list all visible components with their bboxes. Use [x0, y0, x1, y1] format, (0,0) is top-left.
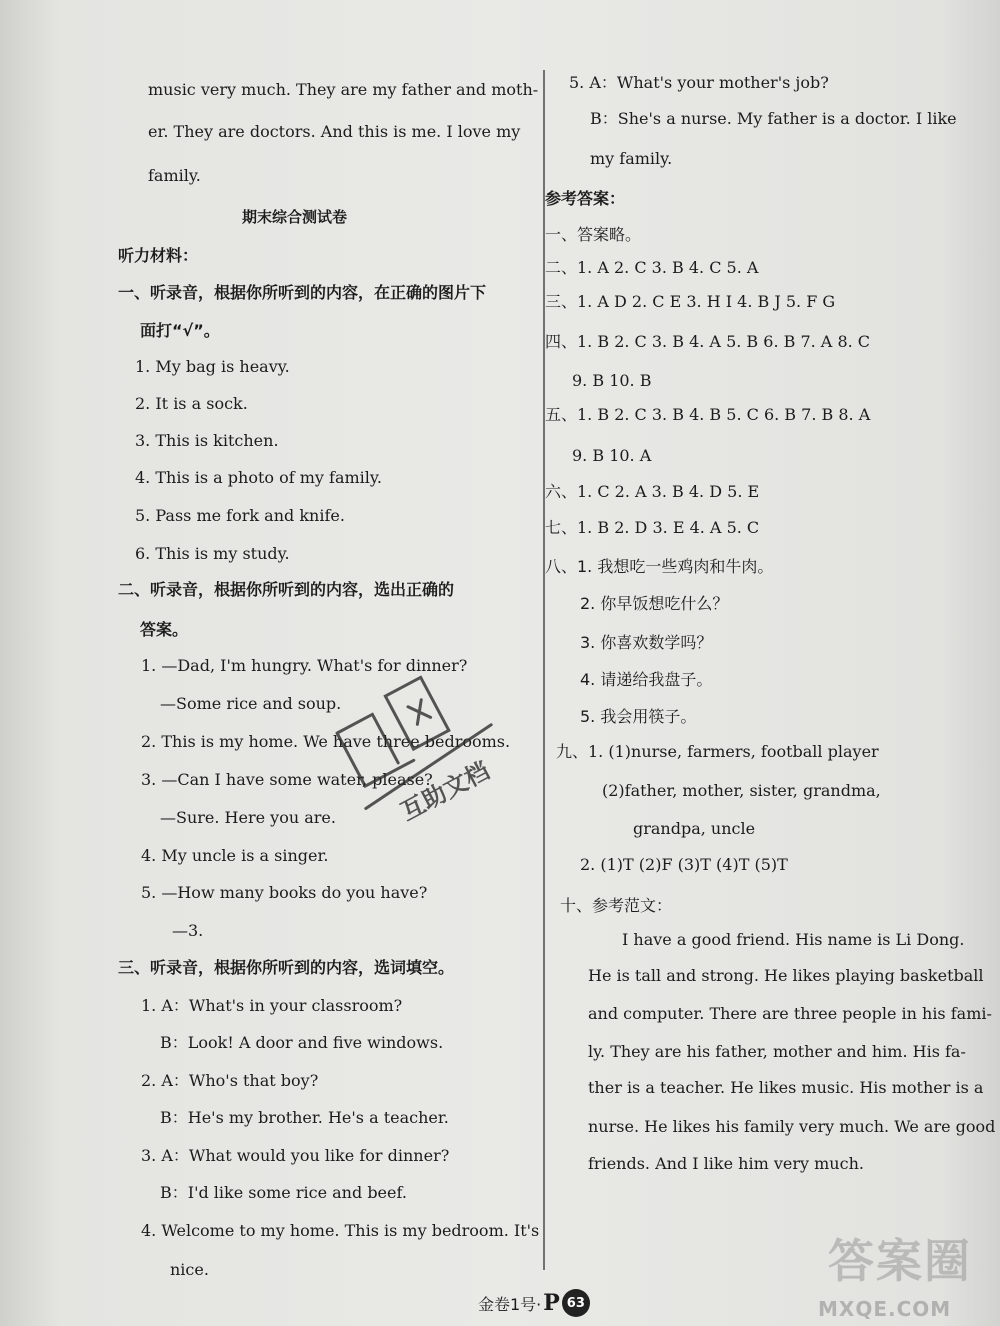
question-heading-cont: 答案。 — [140, 620, 189, 639]
text-line: 4. This is a photo of my family. — [135, 468, 382, 487]
footer-letter: P — [543, 1290, 560, 1316]
answer-line: grandpa, uncle — [633, 819, 756, 838]
text-line: —Some rice and soup. — [160, 694, 342, 713]
section-title: 期末综合测试卷 — [242, 208, 348, 226]
text-line: 3. —Can I have some water, please? — [141, 770, 433, 789]
footer-label: 金卷1号· — [478, 1294, 542, 1314]
essay-line: I have a good friend. His name is Li Dong. — [622, 930, 965, 949]
answer-line: 四、1. B 2. C 3. B 4. A 5. B 6. B 7. A 8. C — [545, 332, 871, 351]
text-line: nice. — [170, 1260, 209, 1279]
text-line: music very much. They are my father and moth- — [148, 80, 539, 99]
answer-line: 二、1. A 2. C 3. B 4. C 5. A — [545, 258, 759, 277]
question-heading: 二、听录音，根据你所听到的内容，选出正确的 — [118, 580, 455, 599]
answer-line: 五、1. B 2. C 3. B 4. B 5. C 6. B 7. B 8. A — [545, 405, 871, 424]
answer-line: 一、答案略。 — [545, 225, 642, 244]
essay-line: friends. And I like him very much. — [588, 1154, 864, 1173]
text-line: my family. — [590, 149, 673, 168]
answer-line: 九、1. (1)nurse, farmers, football player — [556, 742, 879, 761]
text-line: family. — [148, 166, 201, 185]
text-line: 3. A：What would you like for dinner? — [141, 1146, 450, 1165]
text-line: 4. My uncle is a singer. — [141, 846, 329, 865]
watermark-logo-text: 答案圈 — [828, 1234, 972, 1288]
text-line: 1. My bag is heavy. — [135, 357, 290, 376]
answer-line: 六、1. C 2. A 3. B 4. D 5. E — [545, 482, 760, 501]
watermark-url: MXQE.COM — [818, 1297, 952, 1321]
text-line: B：I'd like some rice and beef. — [160, 1183, 407, 1202]
answer-line: 9. B 10. A — [572, 446, 652, 465]
question-heading: 三、听录音，根据你所听到的内容，选词填空。 — [118, 958, 455, 977]
text-line: 5. Pass me fork and knife. — [135, 506, 345, 525]
text-line: —3. — [172, 921, 204, 940]
corner-watermark — [810, 1225, 995, 1325]
text-line: 2. This is my home. We have three bedrooms. — [141, 732, 511, 751]
answer-line: (2)father, mother, sister, grandma, — [602, 781, 881, 800]
stamp-text: 互助文档 — [396, 756, 494, 827]
answer-line: 4. 请递给我盘子。 — [580, 670, 713, 689]
column-divider — [543, 70, 545, 1270]
text-line: 6. This is my study. — [135, 544, 290, 563]
text-line: 2. A：Who's that boy? — [141, 1071, 319, 1090]
essay-line: He is tall and strong. He likes playing basketball — [588, 966, 984, 985]
answer-line: 3. 你喜欢数学吗？ — [580, 633, 713, 652]
text-line: 5. —How many books do you have? — [141, 883, 428, 902]
essay-line: and computer. There are three people in his fami- — [588, 1004, 992, 1023]
text-line: 1. —Dad, I'm hungry. What's for dinner? — [141, 656, 468, 675]
text-line: B：She's a nurse. My father is a doctor. I like — [590, 109, 957, 128]
answers-heading: 参考答案： — [545, 189, 626, 208]
page-number: 63 — [562, 1289, 590, 1317]
page-footer — [478, 1288, 590, 1318]
answer-line: 七、1. B 2. D 3. E 4. A 5. C — [545, 518, 760, 537]
text-line: 3. This is kitchen. — [135, 431, 279, 450]
answer-line: 八、1. 我想吃一些鸡肉和牛肉。 — [545, 557, 774, 576]
text-line: B：Look! A door and five windows. — [160, 1033, 444, 1052]
essay-heading: 十、参考范文： — [560, 896, 673, 915]
text-line: B：He's my brother. He's a teacher. — [160, 1108, 449, 1127]
essay-line: ly. They are his father, mother and him. His fa- — [588, 1042, 966, 1061]
answer-line: 2. 你早饭想吃什么？ — [580, 594, 729, 613]
question-heading: 一、听录音，根据你所听到的内容，在正确的图片下 — [118, 283, 487, 302]
answer-line: 三、1. A D 2. C E 3. H I 4. B J 5. F G — [545, 292, 836, 311]
text-line: 1. A：What's in your classroom? — [141, 996, 403, 1015]
text-line: er. They are doctors. And this is me. I love my — [148, 122, 521, 141]
question-heading-cont: 面打“√”。 — [140, 321, 220, 340]
answer-line: 9. B 10. B — [572, 371, 652, 390]
text-line: 5. A：What's your mother's job? — [569, 73, 829, 92]
text-line: —Sure. Here you are. — [160, 808, 336, 827]
essay-line: ther is a teacher. He likes music. His mother is a — [588, 1078, 984, 1097]
text-line: 4. Welcome to my home. This is my bedroom. It's — [141, 1221, 540, 1240]
heading: 听力材料： — [118, 246, 199, 265]
text-line: 2. It is a sock. — [135, 394, 248, 413]
essay-line: nurse. He likes his family very much. We are good — [588, 1117, 996, 1136]
answer-line: 5. 我会用筷子。 — [580, 707, 697, 726]
answer-line: 2. (1)T (2)F (3)T (4)T (5)T — [580, 855, 788, 874]
